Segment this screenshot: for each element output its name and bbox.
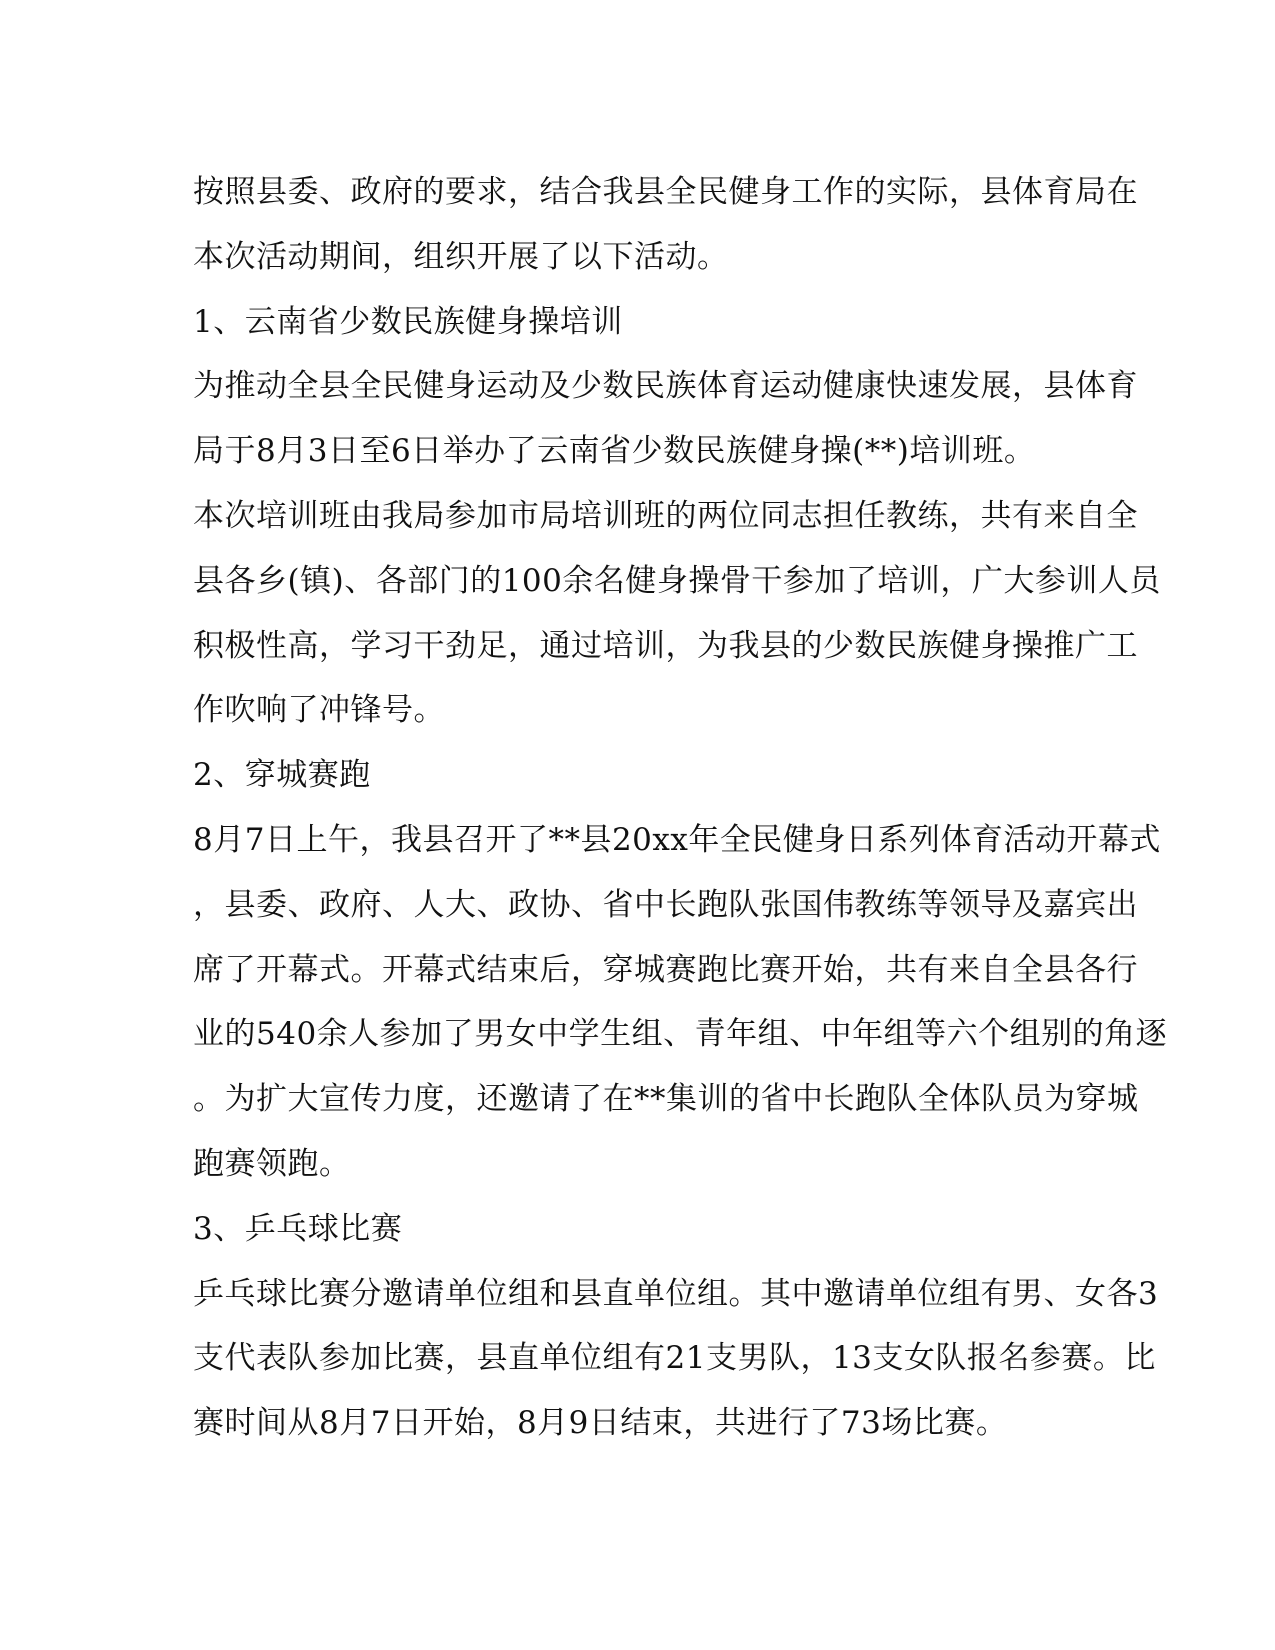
paragraph-line: 局于8月3日至6日举办了云南省少数民族健身操(**)培训班。	[193, 433, 1036, 470]
paragraph-line: 赛时间从8月7日开始，8月9日结束，共进行了73场比赛。	[193, 1405, 1008, 1442]
paragraph-line: 本次培训班由我局参加市局培训班的两位同志担任教练，共有来自全	[193, 497, 1138, 534]
paragraph-line: 跑赛领跑。	[193, 1145, 351, 1182]
paragraph-line: 支代表队参加比赛，县直单位组有21支男队，13支女队报名参赛。比	[193, 1340, 1156, 1377]
section-heading: 1、云南省少数民族健身操培训	[193, 303, 623, 340]
paragraph-line: 为推动全县全民健身运动及少数民族体育运动健康快速发展，县体育	[193, 368, 1138, 405]
paragraph-line: 席了开幕式。开幕式结束后，穿城赛跑比赛开始，共有来自全县各行	[193, 951, 1138, 988]
paragraph-line: 8月7日上午，我县召开了**县20xx年全民健身日系列体育活动开幕式	[193, 821, 1161, 858]
paragraph-line: 积极性高，学习干劲足，通过培训，为我县的少数民族健身操推广工	[193, 627, 1138, 664]
paragraph-line: 县各乡(镇)、各部门的100余名健身操骨干参加了培训，广大参训人员	[193, 562, 1161, 599]
section-heading: 3、乒乓球比赛	[193, 1210, 403, 1247]
paragraph-line: ，县委、政府、人大、政协、省中长跑队张国伟教练等领导及嘉宾出	[193, 886, 1138, 923]
paragraph-line: 作吹响了冲锋号。	[193, 692, 445, 729]
paragraph-line: 。为扩大宣传力度，还邀请了在**集训的省中长跑队全体队员为穿城	[193, 1081, 1139, 1118]
section-heading: 2、穿城赛跑	[193, 757, 371, 794]
document-body	[193, 160, 1168, 1456]
paragraph-line: 业的540余人参加了男女中学生组、青年组、中年组等六个组别的角逐	[193, 1016, 1168, 1053]
paragraph-line: 乒乓球比赛分邀请单位组和县直单位组。其中邀请单位组有男、女各3	[193, 1275, 1159, 1312]
paragraph-line: 按照县委、政府的要求，结合我县全民健身工作的实际，县体育局在	[193, 174, 1138, 210]
paragraph-line: 本次活动期间，组织开展了以下活动。	[193, 238, 729, 275]
